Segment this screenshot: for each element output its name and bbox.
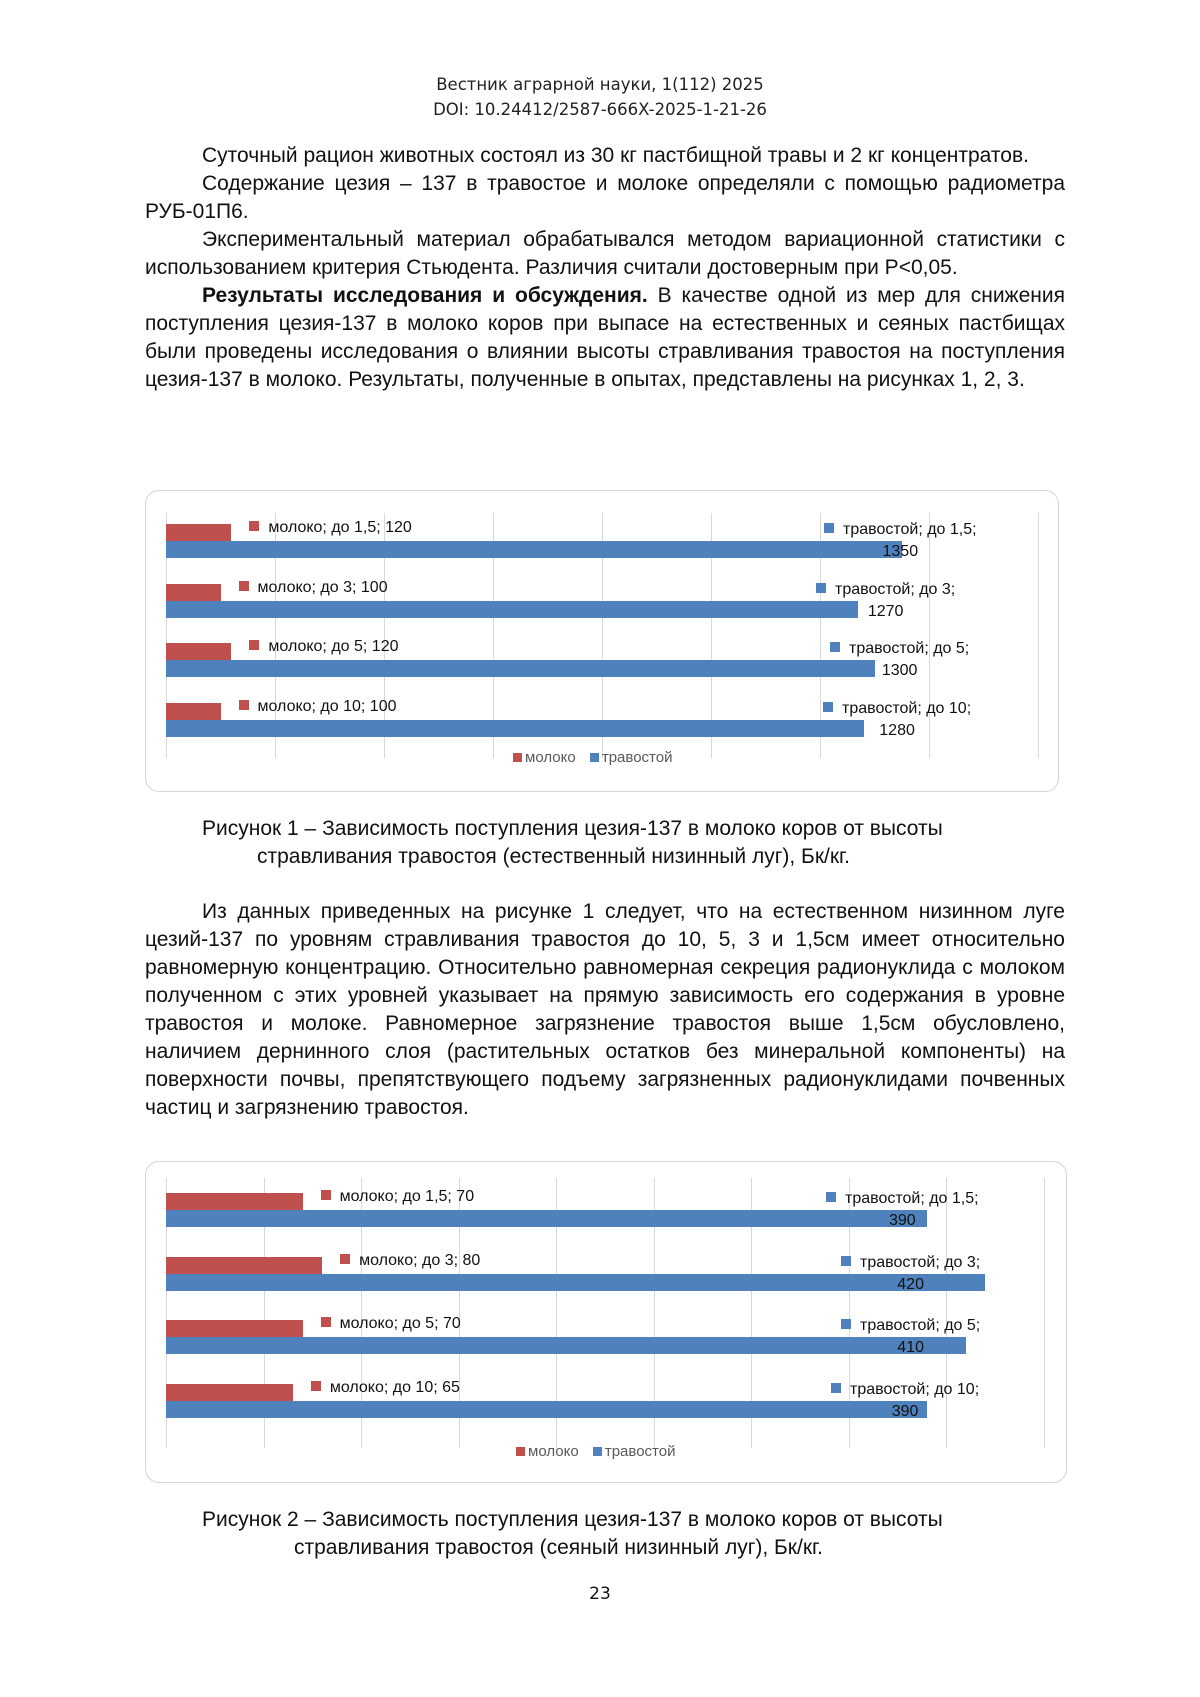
data-label-milk: молоко; до 1,5; 70 xyxy=(321,1186,475,1208)
results-heading: Результаты исследования и обсуждения. xyxy=(202,284,648,307)
bar-milk xyxy=(166,643,231,660)
data-label-grass: травостой; до 3; 420 xyxy=(841,1252,980,1296)
data-label-milk: молоко; до 5; 70 xyxy=(321,1313,461,1335)
methods-text xyxy=(145,142,1065,394)
data-label-grass: травостой; до 1,5; 390 xyxy=(826,1188,979,1232)
bar-grass xyxy=(166,541,902,558)
bar-milk xyxy=(166,703,221,720)
results-paragraph xyxy=(145,282,1065,394)
figure-1-chart xyxy=(145,490,1059,792)
plot-area xyxy=(166,513,1041,758)
bar-milk xyxy=(166,524,231,541)
data-label-milk: молоко; до 3; 100 xyxy=(239,577,388,599)
data-label-milk: молоко; до 1,5; 120 xyxy=(249,517,411,539)
data-label-grass: травостой; до 3; 1270 xyxy=(816,579,955,623)
paragraph: Содержание цезия – 137 в травостое и молоке определяли с помощью радиометра РУБ-01П6. xyxy=(145,172,1065,223)
gridline xyxy=(1038,513,1039,758)
legend-swatch-milk xyxy=(516,1447,525,1456)
data-label-milk: молоко; до 3; 80 xyxy=(340,1250,480,1272)
legend-swatch-grass xyxy=(593,1447,602,1456)
legend-swatch-grass xyxy=(590,753,599,762)
running-header xyxy=(0,72,1200,122)
chart-legend xyxy=(513,749,682,766)
paragraph: Из данных приведенных на рисунке 1 следует, что на естественном низинном луге цезий-137 по уровням стравливания травостоя до 10, 5, 3 и 1,5см имеет относительно равномерную концентрацию. Относительно равномерная секреция радионуклида с молоком полученном с этих уровней указывает на прямую зависимость его содержания в уровне травостоя и молоке. Равномерное загрязнение травостоя выше 1,5см обусловлено, наличием дернинного слоя (растительных остатков без минеральной компоненты) на поверхности почвы, препятствующего подъему загрязненных радионуклидами почвенных частиц и загрязнению травостоя. xyxy=(145,900,1065,1119)
data-label-grass: травостой; до 1,5; 1350 xyxy=(824,519,977,563)
chart-legend xyxy=(516,1443,685,1460)
gridline xyxy=(1044,1178,1045,1448)
plot-area xyxy=(166,1178,1046,1448)
bar-milk xyxy=(166,584,221,601)
data-label-grass: травостой; до 10; 1280 xyxy=(823,698,971,742)
page-number: 23 xyxy=(589,1584,611,1604)
legend-label-milk: молоко xyxy=(525,749,576,766)
figure-1-caption xyxy=(202,815,943,871)
bar-milk xyxy=(166,1193,303,1210)
caption-line: Рисунок 1 – Зависимость поступления цезия-137 в молоко коров от высоты xyxy=(202,817,943,840)
legend-label-milk: молоко xyxy=(528,1443,579,1460)
data-label-milk: молоко; до 10; 65 xyxy=(311,1377,460,1399)
legend-swatch-milk xyxy=(513,753,522,762)
data-label-milk: молоко; до 10; 100 xyxy=(239,696,397,718)
caption-line: Рисунок 2 – Зависимость поступления цезия-137 в молоко коров от высоты xyxy=(202,1508,943,1531)
paragraph: Экспериментальный материал обрабатывался методом вариационной статистики с использованием критерия Стьюдента. Различия считали достоверным при P<0,05. xyxy=(145,228,1065,279)
bar-grass xyxy=(166,1210,927,1227)
data-label-milk: молоко; до 5; 120 xyxy=(249,636,398,658)
doi: DOI: 10.24412/2587-666X-2025-1-21-26 xyxy=(433,100,767,119)
figure-2-chart xyxy=(145,1161,1067,1483)
discussion-text xyxy=(145,898,1065,1122)
bar-milk xyxy=(166,1384,293,1401)
figure-2-caption xyxy=(202,1506,943,1562)
caption-line: стравливания травостоя (естественный низинный луг), Бк/кг. xyxy=(257,845,850,868)
paragraph: Суточный рацион животных состоял из 30 кг пастбищной травы и 2 кг концентратов. xyxy=(202,144,1029,167)
data-label-grass: травостой; до 5; 410 xyxy=(841,1315,980,1359)
bar-milk xyxy=(166,1257,322,1274)
bar-grass xyxy=(166,660,875,677)
bar-grass xyxy=(166,601,858,618)
bar-milk xyxy=(166,1320,303,1337)
bar-grass xyxy=(166,1401,927,1418)
journal-title: Вестник аграрной науки, 1(112) 2025 xyxy=(436,75,764,94)
legend-label-grass: травостой xyxy=(601,749,673,766)
data-label-grass: травостой; до 5; 1300 xyxy=(830,638,969,682)
data-label-grass: травостой; до 10; 390 xyxy=(831,1379,979,1423)
caption-line: стравливания травостоя (сеяный низинный луг), Бк/кг. xyxy=(294,1536,823,1559)
bar-grass xyxy=(166,720,864,737)
results-text: В качестве одной из мер для снижения поступления цезия-137 в молоко коров при выпасе на естественных и сеяных пастбищах были проведены исследования о влиянии высоты стравливания травостоя на поступления цезия-137 в молоко. Результаты, полученные в опытах, представлены на рисунках 1, 2, 3. xyxy=(145,284,1065,391)
legend-label-grass: травостой xyxy=(604,1443,676,1460)
